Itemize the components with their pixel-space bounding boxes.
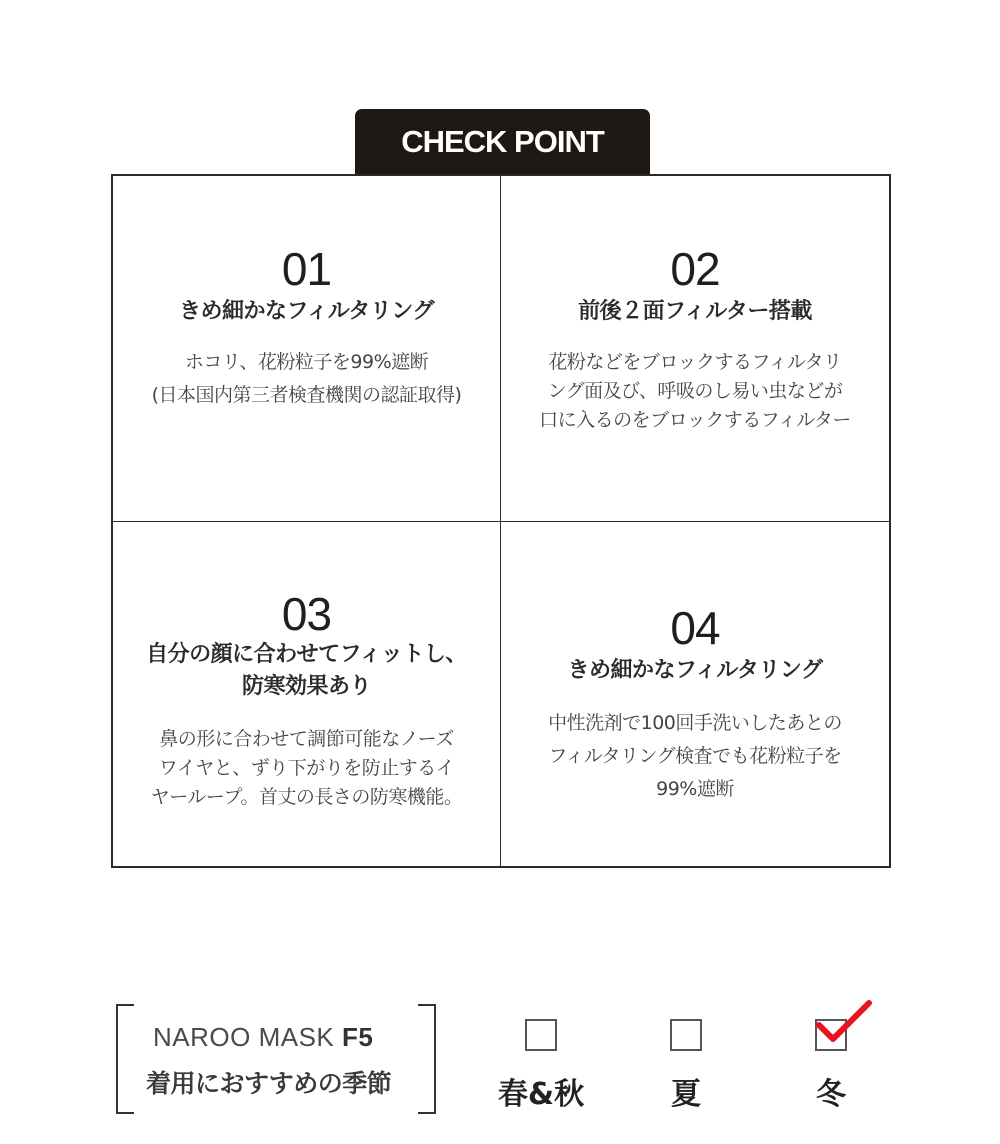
point-description: ホコリ、花粉粒子を99%遮断 (日本国内第三者検査機関の認証取得)	[151, 351, 462, 406]
point-cell-01	[113, 244, 500, 410]
point-title: 前後２面フィルター搭載	[578, 299, 812, 324]
season-name: 冬	[816, 1077, 846, 1112]
point-description: 鼻の形に合わせて調節可能なノーズ ワイヤと、ずり下がりを防止するイ ヤーループ。首丈の長さの防寒機能。	[150, 728, 463, 808]
season-name: 春&秋	[497, 1077, 585, 1112]
point-cell-03	[113, 589, 500, 812]
season-checkbox	[670, 1019, 702, 1051]
point-description: 花粉などをブロックするフィルタリ ング面及び、呼吸のし易い虫などが 口に入るのをブロックするフィルター	[539, 351, 851, 431]
product-name: NAROO MASK F5	[153, 1022, 374, 1052]
point-description: 中性洗剤で100回手洗いしたあとの フィルタリング検査でも花粉粒子を 99%遮断	[548, 712, 842, 800]
point-cell-02	[501, 244, 889, 435]
recommended-season-label-box	[116, 1004, 436, 1112]
checkmark-icon	[815, 999, 873, 1049]
check-point-grid	[111, 174, 891, 868]
check-point-badge: CHECK POINT	[355, 109, 650, 175]
season-winter	[771, 1019, 891, 1113]
season-summer	[626, 1019, 746, 1113]
season-spring-autumn	[481, 1019, 601, 1113]
point-title: きめ細かなフィルタリング	[567, 658, 823, 683]
season-name: 夏	[671, 1077, 701, 1112]
point-number: 03	[281, 588, 332, 640]
point-cell-04	[501, 603, 889, 806]
season-checkbox	[525, 1019, 557, 1051]
grid-divider-horizontal	[113, 521, 889, 522]
point-number: 04	[670, 602, 720, 654]
season-checkbox	[815, 1019, 847, 1051]
bracket-left	[116, 1004, 134, 1114]
bracket-right	[418, 1004, 436, 1114]
point-number: 02	[670, 243, 720, 295]
point-title: 自分の顔に合わせてフィットし、 防寒効果あり	[146, 642, 467, 699]
point-number: 01	[281, 243, 332, 295]
point-title: きめ細かなフィルタリング	[179, 299, 434, 324]
recommended-season-label: 着用におすすめの季節	[146, 1069, 392, 1098]
